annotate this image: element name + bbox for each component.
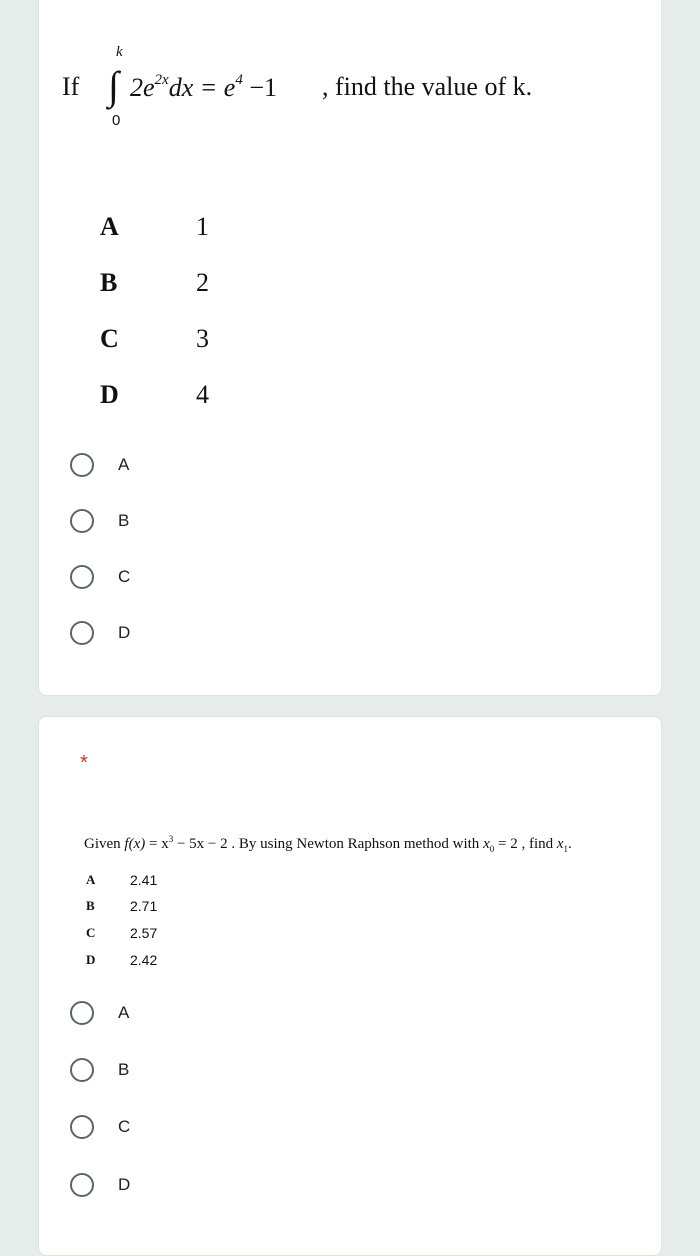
q2-x1: x [556,836,564,852]
radio-button[interactable] [70,1173,94,1197]
option-value: 1 [196,212,209,241]
q1-radio-d[interactable] [70,618,130,648]
integrand-base: 2e [130,73,155,102]
q2-given: Given [84,836,121,852]
required-asterisk: * [80,752,88,774]
q2-x0-sub: 0 [489,844,495,854]
q2-radio-a[interactable] [70,998,129,1028]
question-card-2 [38,716,662,1256]
radio-button[interactable] [70,509,94,533]
option-value: 2.57 [130,925,158,941]
option-value: 4 [196,380,209,409]
q2-period: . [568,836,572,852]
question1-text [62,42,602,132]
q2-radio-c[interactable] [70,1112,130,1142]
question1-suffix: , find the value of k. [322,72,533,101]
question2-text [84,834,572,854]
radio-label: D [118,623,131,642]
radio-button[interactable] [70,1115,94,1139]
q2-radio-d[interactable] [70,1170,130,1200]
rhs-tail: −1 [249,73,278,102]
radio-label: B [118,511,130,530]
q1-radio-b[interactable] [70,506,129,536]
q1-radio-c[interactable] [70,562,130,592]
option-value: 3 [196,324,209,353]
radio-button[interactable] [70,565,94,589]
radio-label: C [118,567,131,586]
radio-label: A [118,1003,130,1022]
rhs-exponent: 4 [235,72,243,88]
q2-eq: = x [149,836,169,852]
integral-lower-limit: 0 [112,112,121,129]
option-value: 2 [196,268,209,297]
radio-button[interactable] [70,621,94,645]
option-letter: C [100,324,119,353]
q2-radio-b[interactable] [70,1055,129,1085]
option-value: 2.71 [130,898,158,914]
integral-expression [130,72,277,103]
radio-label: A [118,455,130,474]
option-letter: B [86,898,95,913]
radio-label: D [118,1175,131,1194]
option-letter: A [100,212,119,241]
q2-x0-val: = 2 , find [497,836,554,852]
integral-upper-limit: k [116,44,123,60]
option-value: 2.42 [130,952,158,968]
option-letter: A [86,872,96,887]
q1-radio-a[interactable] [70,450,129,480]
q2-func: f(x) [124,836,146,852]
integrand-exponent: 2x [154,72,169,88]
radio-button[interactable] [70,1058,94,1082]
integral-sign: ∫ [108,63,119,108]
question1-prefix: If [62,72,80,101]
q2-x0: x [483,836,490,852]
radio-button[interactable] [70,1001,94,1025]
q2-x1-sub: 1 [563,844,569,854]
radio-label: B [118,1060,130,1079]
option-letter: D [100,380,119,409]
option-value: 2.41 [130,872,158,888]
option-letter: C [86,925,96,940]
integrand-dx: dx = e [168,73,236,102]
radio-label: C [118,1117,131,1136]
radio-button[interactable] [70,453,94,477]
option-letter: B [100,268,118,297]
option-letter: D [86,952,96,967]
q2-cube: 3 [168,834,174,844]
q2-poly-tail: − 5x − 2 . By using Newton Raphson method with [176,836,480,852]
